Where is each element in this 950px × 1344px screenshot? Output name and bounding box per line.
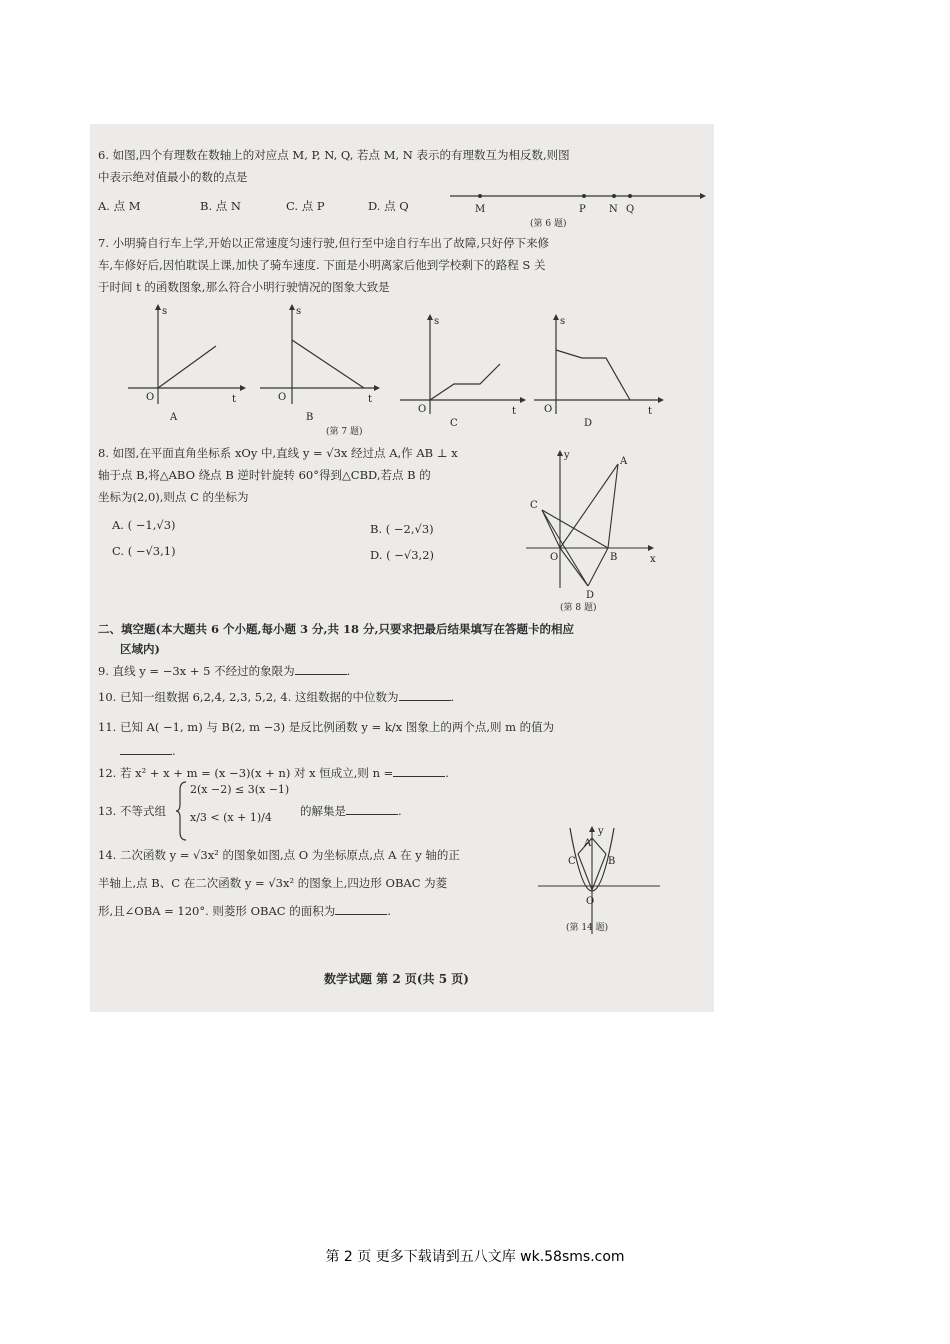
q14-line3-text: 形,且∠OBA = 120°. 则菱形 OBAC 的面积为	[98, 904, 336, 918]
q10	[98, 686, 454, 708]
q14-blank	[335, 902, 387, 915]
q11-blank	[120, 742, 172, 755]
q13-ineq2: x/3 < (x + 1)/4	[190, 811, 272, 824]
q7-a-origin: O	[146, 392, 155, 403]
q8-line1: 8. 如图,在平面直角坐标系 xOy 中,直线 y = √3x 经过点 A,作 AB ⊥ x	[98, 446, 458, 460]
q13-answer	[300, 800, 402, 822]
q7-b-axis-s: s	[296, 306, 302, 317]
q14-axis-y: y	[598, 826, 604, 837]
q14-line1: 14. 二次函数 y = √3x² 的图象如图,点 O 为坐标原点,点 A 在 y 轴的正	[98, 848, 460, 862]
q7-c-axis-t: t	[512, 406, 517, 417]
q14-line2: 半轴上,点 B、C 在二次函数 y = √3x² 的图象上,四边形 OBAC 为菱	[98, 876, 448, 890]
q13-brace	[176, 780, 188, 842]
q7-c-label: C	[450, 418, 458, 429]
q12-end: .	[445, 766, 449, 780]
q8-origin: O	[550, 552, 559, 563]
q8-point-a: A	[620, 456, 628, 467]
q8-axis-y: y	[564, 450, 570, 461]
q11-answer	[120, 740, 176, 762]
q10-text: 10. 已知一组数据 6,2,4, 2,3, 5,2, 4. 这组数据的中位数为	[98, 690, 399, 704]
q8-axis-x: x	[650, 554, 656, 565]
q6-point-n: N	[609, 204, 618, 215]
q8-option-b: B. ( −2,√3)	[370, 522, 434, 536]
q7-d-axis-s: s	[560, 316, 566, 327]
section2-line2: 区域内)	[120, 642, 160, 656]
q11-text: 11. 已知 A( −1, m) 与 B(2, m −3) 是反比例函数 y = k/x 图象上的两个点,则 m 的值为	[98, 720, 555, 734]
q6-line1: 6. 如图,四个有理数在数轴上的对应点 M, P, N, Q, 若点 M, N 表示的有理数互为相反数,则图	[98, 148, 570, 162]
q14-end: .	[387, 904, 391, 918]
q8-line2: 轴于点 B,将△ABO 绕点 B 逆时针旋转 60°得到△CBD,若点 B 的	[98, 468, 431, 482]
exam-page-photo	[90, 124, 714, 1012]
q8-point-d: D	[586, 590, 595, 601]
q7-graph-d	[530, 314, 680, 434]
q13-suffix: 的解集是	[300, 804, 346, 818]
q8-option-d: D. ( −√3,2)	[370, 548, 435, 562]
q7-line1: 7. 小明骑自行车上学,开始以正常速度匀速行驶,但行至中途自行车出了故障,只好停下来修	[98, 236, 550, 250]
q7-line3: 于时间 t 的函数图象,那么符合小明行驶情况的图象大致是	[98, 280, 390, 294]
q14-origin: O	[586, 896, 595, 907]
q9	[98, 660, 350, 682]
q7-d-origin: O	[544, 404, 553, 415]
q14-line3	[98, 900, 391, 922]
q12-blank	[393, 764, 445, 777]
q11-end: .	[172, 744, 176, 758]
q13-blank	[346, 802, 398, 815]
exam-footer: 数学试题 第 2 页(共 5 页)	[324, 972, 469, 986]
q14-point-b: B	[608, 856, 616, 867]
q14-caption: (第 14 题)	[566, 923, 609, 933]
q8-option-a: A. ( −1,√3)	[112, 518, 176, 532]
q7-graph-a	[120, 304, 250, 424]
q7-graph-c	[396, 314, 536, 434]
q6-point-p: P	[579, 204, 586, 215]
section2-line1: 二、填空题(本大题共 6 个小题,每小题 3 分,共 18 分,只要求把最后结果填写在答题卡的相应	[98, 622, 574, 636]
q7-b-origin: O	[278, 392, 287, 403]
q13-end: .	[398, 804, 402, 818]
q13-ineq1: 2(x −2) ≤ 3(x −1)	[190, 783, 290, 796]
q9-blank	[295, 662, 347, 675]
q7-c-axis-s: s	[434, 316, 440, 327]
q8-point-c: C	[530, 500, 538, 511]
q8-figure	[522, 450, 662, 600]
q8-option-c: C. ( −√3,1)	[112, 544, 176, 558]
q6-number-line	[450, 186, 710, 226]
q6-line2: 中表示绝对值最小的数的点是	[98, 170, 248, 184]
q7-b-label: B	[306, 412, 314, 423]
q6-option-a: A. 点 M	[98, 199, 141, 213]
q9-text: 9. 直线 y = −3x + 5 不经过的象限为	[98, 664, 295, 678]
q12-text: 12. 若 x² + x + m = (x −3)(x + n) 对 x 恒成立,则 n =	[98, 766, 394, 780]
page-footer: 第 2 页 更多下载请到五八文库 wk.58sms.com	[325, 1249, 625, 1265]
q7-a-label: A	[170, 412, 178, 423]
q7-caption: (第 7 题)	[326, 427, 363, 437]
q6-option-b: B. 点 N	[200, 199, 241, 213]
q6-option-c: C. 点 P	[286, 199, 325, 213]
q7-graph-b	[256, 304, 386, 424]
q10-end: .	[450, 690, 455, 704]
q7-d-axis-t: t	[648, 406, 653, 417]
q7-a-axis-s: s	[162, 306, 168, 317]
q7-line2: 车,车修好后,因怕耽误上课,加快了骑车速度. 下面是小明离家后他到学校剩下的路程 S 关	[98, 258, 546, 272]
q8-point-b: B	[610, 552, 618, 563]
q14-point-a: A	[584, 838, 592, 849]
q7-c-origin: O	[418, 404, 427, 415]
q10-blank	[399, 688, 451, 701]
q7-b-axis-t: t	[368, 394, 373, 405]
q6-point-m: M	[475, 204, 486, 215]
q13-prefix: 13. 不等式组	[98, 804, 166, 818]
q8-line3: 坐标为(2,0),则点 C 的坐标为	[98, 490, 249, 504]
q8-caption: (第 8 题)	[560, 603, 597, 613]
q14-point-c: C	[568, 856, 576, 867]
q7-d-label: D	[584, 418, 593, 429]
q6-point-q: Q	[626, 204, 635, 215]
q6-caption: (第 6 题)	[530, 219, 567, 229]
q7-a-axis-t: t	[232, 394, 237, 405]
q6-option-d: D. 点 Q	[368, 199, 409, 213]
q9-end: .	[346, 664, 351, 678]
